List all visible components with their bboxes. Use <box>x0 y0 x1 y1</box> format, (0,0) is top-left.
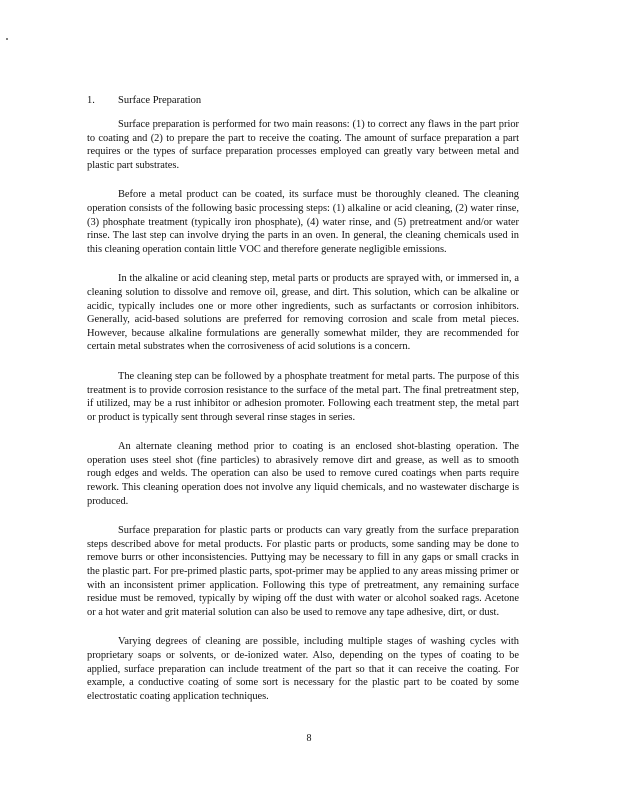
body-text <box>87 118 519 719</box>
section-title: Surface Preparation <box>118 95 202 106</box>
paragraph-cleaning-degrees: Varying degrees of cleaning are possible, including multiple stages of washing cycles with proprietary soaps or solvents, or de-ionized water. Also, depending on the types of coating to be applied, surface preparation can include treatment of the part so that it can receive the coating. For example, a conductive coating of some sort is necessary for the plastic part to be coated by some electrostatic coating application techniques. <box>87 636 519 702</box>
page-number: 8 <box>306 733 312 744</box>
paragraph-shot-blasting: An alternate cleaning method prior to coating is an enclosed shot-blasting operation. The operation uses steel shot (fine particles) to abrasively remove dirt and grease, as well as to smooth rough edges and welds. The operation can also be used to remove cured coatings when parts require rework. This cleaning operation does not involve any liquid chemicals, and no wastewater discharge is produced. <box>87 441 519 507</box>
section-number: 1. <box>87 95 95 106</box>
paragraph-phosphate: The cleaning step can be followed by a phosphate treatment for metal parts. The purpose of this treatment is to provide corrosion resistance to the surface of the metal part. The final pretreatment step, if utilized, may be a rust inhibitor or adhesion promoter. Following each treatment step, the metal part or product is typically sent through several rinse stages in series. <box>87 370 519 423</box>
section-heading <box>87 94 201 108</box>
paragraph-purpose: Surface preparation is performed for two main reasons: (1) to correct any flaws in the part prior to coating and (2) to prepare the part to receive the coating. The amount of surface preparation a part requires or the types of surface preparation processes employed can greatly vary between metal and plastic part substrates. <box>87 119 519 171</box>
paragraph-plastic-parts: Surface preparation for plastic parts or products can vary greatly from the surface preparation steps described above for metal products. For plastic parts or products, some sanding may be done to remove burrs or other inconsistencies. Puttying may be necessary to fill in any gaps or small cracks in the plastic part. For pre-primed plastic parts, spot-primer may be applied to any areas missing primer or with an inconsistent primer application. Following this type of pretreatment, any remaining surface residue must be removed, typically by wiping off the dust with water or alcohol soaked rags. Acetone or a hot water and grit material solution can also be used to remove any tape adhesive, dirt, or dust. <box>87 525 519 618</box>
paragraph-alkaline-acid: In the alkaline or acid cleaning step, metal parts or products are sprayed with, or immersed in, a cleaning solution to dissolve and remove oil, grease, and dirt. This solution, which can be alkaline or acidic, typically includes one or more other ingredients, such as surfactants or corrosion inhibitors. Generally, acid-based solutions are preferred for removing corrosion and scale from metal pieces. However, because alkaline formulations are generally somewhat milder, they are recommended for certain metal substrates when the corrosiveness of acid solutions is a concern. <box>87 273 519 353</box>
paragraph-metal-cleaning: Before a metal product can be coated, its surface must be thoroughly cleaned. The cleaning operation consists of the following basic processing steps: (1) alkaline or acid cleaning, (2) water rinse, (3) phosphate treatment (typically iron phosphate), (4) water rinse, and (5) pretreatment and/or water rinse. The last step can involve drying the parts in an oven. In general, the cleaning chemicals used in this cleaning operation contain little VOC and therefore generate negligible emissions. <box>87 189 519 255</box>
scan-speck <box>6 38 8 40</box>
